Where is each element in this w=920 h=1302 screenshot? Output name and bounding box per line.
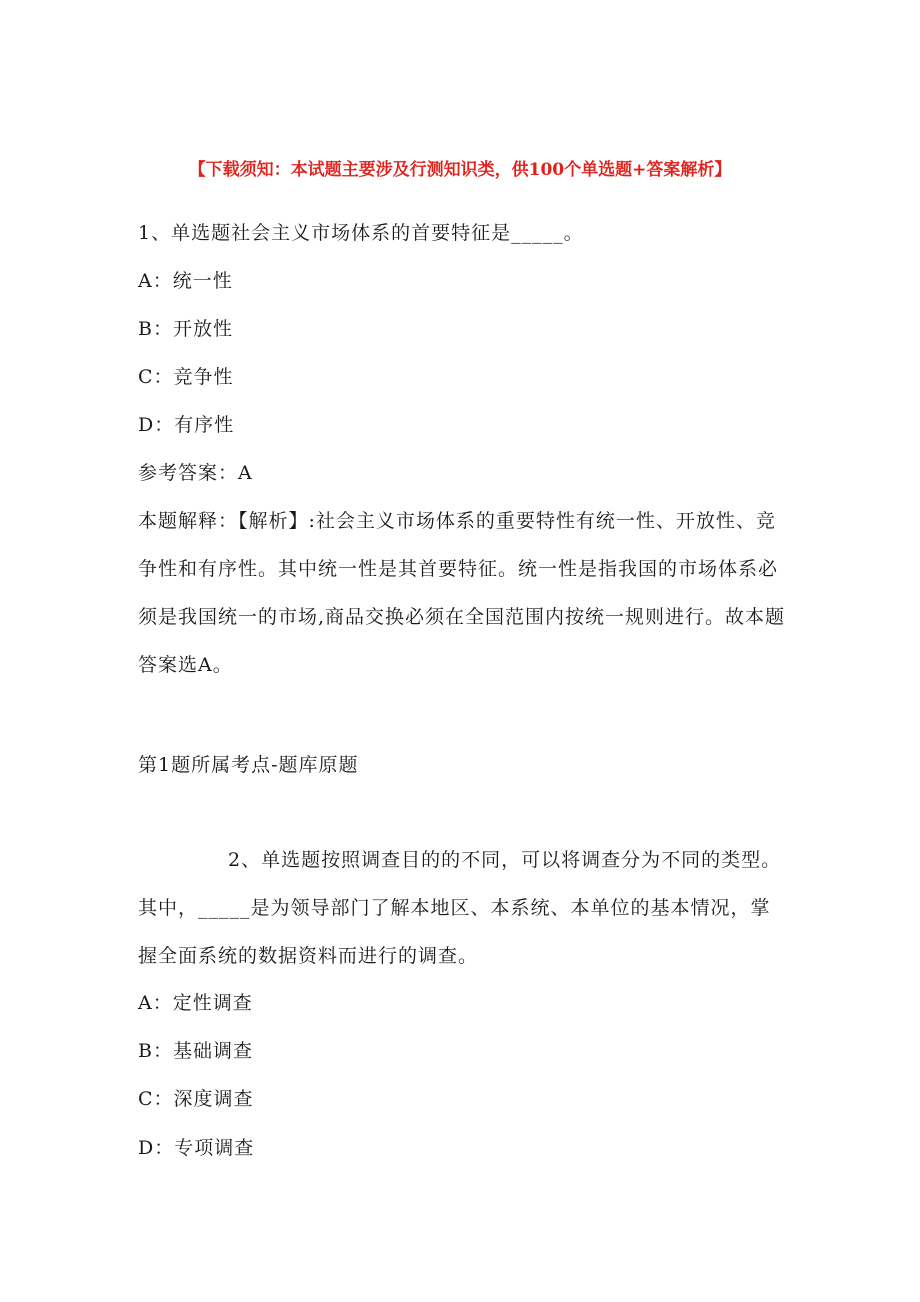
question-2-option-d: D：专项调查	[138, 1137, 255, 1159]
question-1-stem: 1、单选题社会主义市场体系的首要特征是_____。	[138, 222, 584, 244]
download-notice: 【下载须知：本试题主要涉及行测知识类，供100个单选题+答案解析】	[188, 160, 732, 180]
question-2-option-a: A：定性调查	[138, 992, 253, 1014]
question-1-option-d: D：有序性	[138, 414, 235, 436]
question-1-answer: 参考答案：A	[138, 462, 253, 484]
question-2-option-b: B：基础调查	[138, 1040, 253, 1062]
question-2-option-c: C：深度调查	[138, 1088, 254, 1110]
question-1-option-a: A：统一性	[138, 270, 233, 292]
question-1-option-c: C：竞争性	[138, 366, 234, 388]
question-1-topic: 第1题所属考点-题库原题	[138, 754, 359, 776]
question-1-explanation: 本题解释：【解析】:社会主义市场体系的重要特性有统一性、开放性、竞争性和有序性。其中统一性是其首要特征。统一性是指我国的市场体系必须是我国统一的市场,商品交换必须在全国范围内按统一规则进行。故本题答案选A。	[138, 510, 786, 676]
question-2-stem: 2、单选题按照调查目的的不同，可以将调查分为不同的类型。其中，_____是为领导部门了解本地区、本系统、本单位的基本情况，掌握全面系统的数据资料而进行的调查。	[138, 849, 782, 967]
question-1-option-b: B：开放性	[138, 318, 233, 340]
